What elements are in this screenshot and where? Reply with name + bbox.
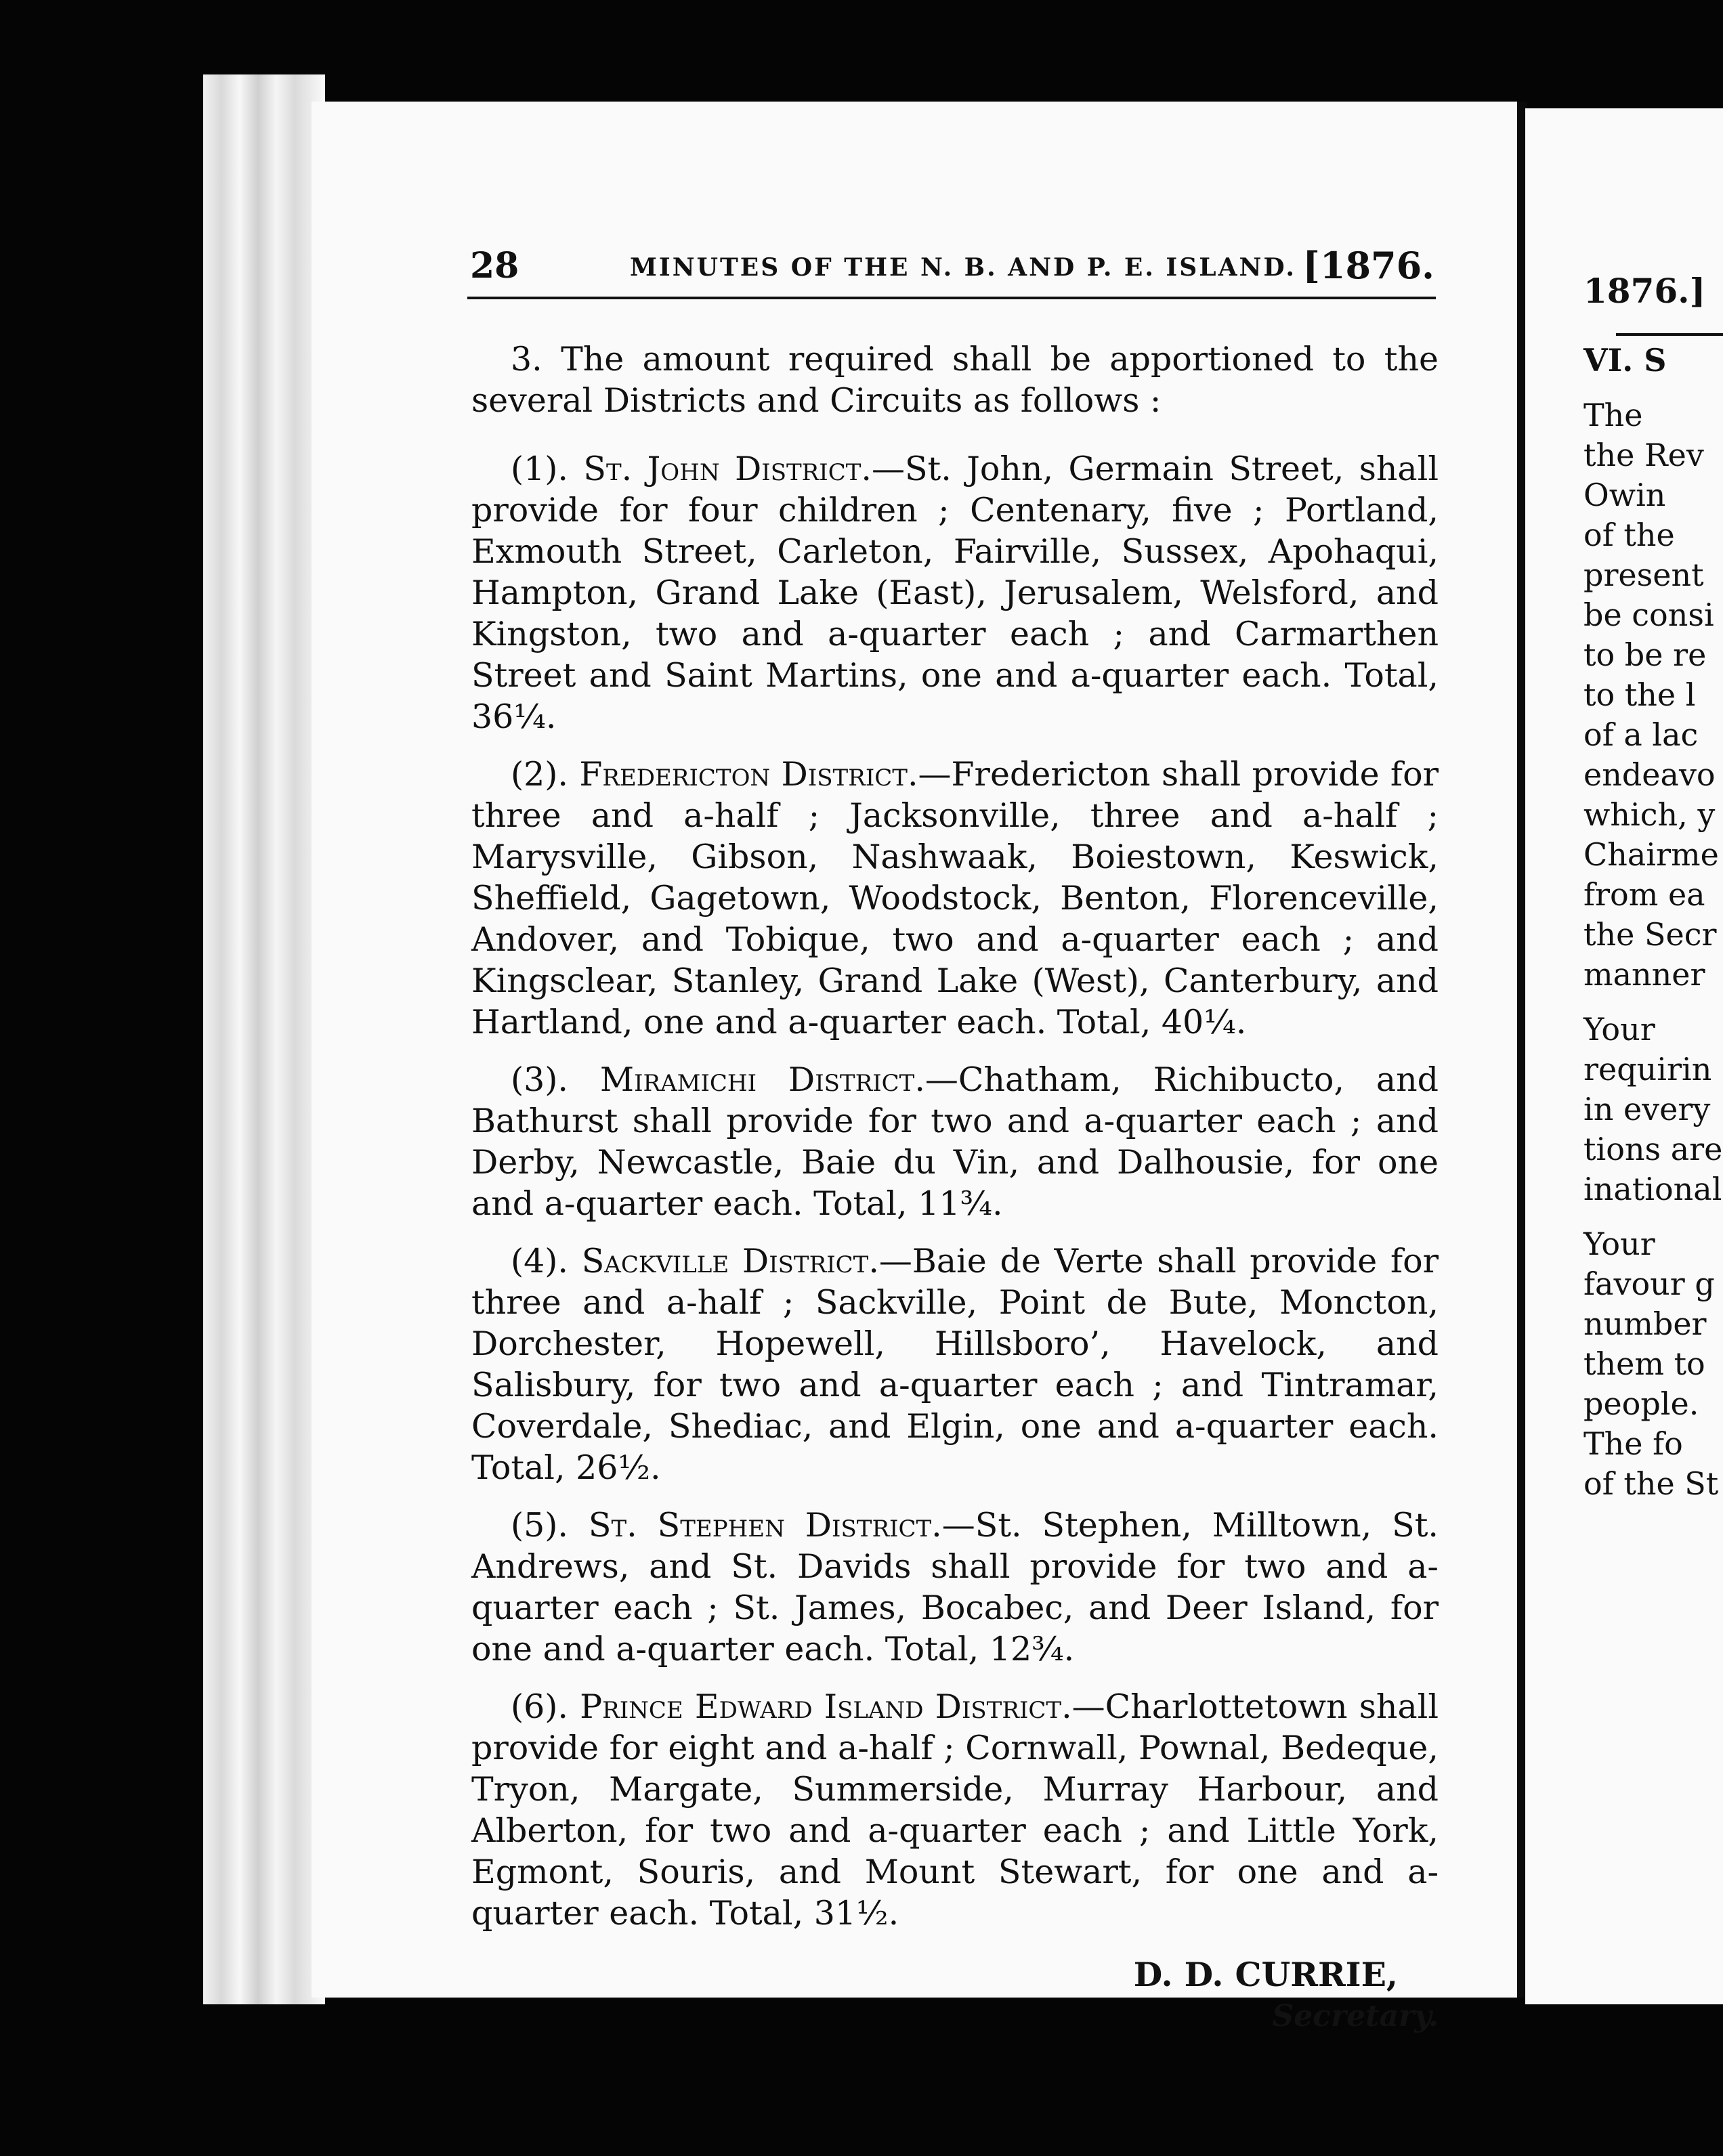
district-paragraph [471,754,1439,1043]
facing-page-text [1583,271,1722,1504]
facing-line: Your [1583,1226,1655,1262]
district-name: Miramichi District. [599,1060,925,1099]
facing-line: people. [1583,1385,1699,1422]
district-number: (5). [511,1506,568,1545]
signature-block [471,1954,1439,2037]
facing-line: Your [1583,1011,1655,1048]
intro-paragraph: 3. The amount required shall be apportioned to the several Districts and Circuits as follows : [471,340,1439,420]
district-name: Fredericton District. [579,755,918,794]
facing-line: which, y [1583,796,1716,833]
header-year: [1876. [1302,244,1434,287]
page-header [467,242,1436,299]
district-paragraph [471,1241,1439,1488]
facing-line: The [1583,397,1643,433]
district-name: Sackville District. [581,1242,879,1280]
district-number: (6). [511,1687,568,1726]
facing-line: Chairme [1583,836,1719,873]
district-paragraph [471,1059,1439,1224]
district-name: St. John District. [583,450,872,488]
facing-line: endeavo [1583,756,1716,793]
facing-line: The fo [1583,1425,1683,1462]
district-number: (4). [511,1242,568,1280]
facing-line: Owin [1583,477,1666,513]
page-number: 28 [470,245,519,286]
district-text: —St. Stephen, Milltown, St. Andrews, and St. Davids shall provide for two and a-quarter each ; St. James, Bocabec, and Deer Island, for one and a-quarter each. Total, 12¾. [471,1506,1439,1668]
signatory-title: Secretary. [1272,1999,1439,2033]
district-name: Prince Edward Island District. [580,1687,1072,1726]
facing-line: number [1583,1306,1707,1342]
page-edges [203,74,325,2004]
facing-line: manner [1583,956,1705,993]
facing-line: to the l [1583,676,1696,713]
facing-line: to be re [1583,637,1707,673]
district-name: St. Stephen District. [588,1506,942,1545]
district-text: —Chatham, Richibucto, and Bathurst shall provide for two and a-quarter each ; and Derby, Newcastle, Baie du Vin, and Dalhousie, for one and a-quarter each. Total, 11¾. [471,1060,1439,1223]
facing-line: requirin [1583,1051,1712,1087]
facing-line: favour g [1583,1266,1715,1302]
district-number: (2). [511,755,568,794]
facing-line: inational [1583,1171,1722,1207]
facing-line: in every [1583,1091,1711,1127]
facing-line: of the [1583,517,1675,553]
facing-line: them to [1583,1345,1705,1382]
district-paragraph [471,448,1439,737]
facing-line: the Secr [1583,916,1717,953]
district-number: (1). [511,450,568,488]
signatory-name: D. D. CURRIE, [1133,1955,1398,1994]
facing-line: tions are [1583,1131,1723,1167]
facing-line: of a lac [1583,716,1699,753]
facing-line: of the St [1583,1465,1719,1502]
district-text: —Charlottetown shall provide for eight and a-half ; Cornwall, Pownal, Bedeque, Tryon, Margate, Summerside, Murray Harbour, and Alberton, for two and a-quarter each ; and Little York, Egmont, Souris, and Mount Stewart, for one and a-quarter each. Total, 31½. [471,1687,1439,1933]
body-text [471,339,1439,2037]
district-text: —Baie de Verte shall provide for three and a-half ; Sackville, Point de Bute, Moncton, Dorchester, Hopewell, Hillsboro’, Havelock, and Salisbury, for two and a-quarter each ; and Tintramar, Coverdale, Shediac, and Elgin, one and a-quarter each. Total, 26½. [471,1242,1439,1487]
district-text: —Fredericton shall provide for three and a-half ; Jacksonville, three and a-half ; Marysville, Gibson, Nashwaak, Boiestown, Keswick, Sheffield, Gagetown, Woodstock, Benton, Florenceville, Andover, and Tobique, two and a-quarter each ; and Kingsclear, Stanley, Grand Lake (West), Canterbury, and Hartland, one and a-quarter each. Total, 40¼. [471,755,1439,1041]
facing-line: VI. S [1583,342,1667,379]
district-text: —St. John, Germain Street, shall provide for four children ; Centenary, five ; Portland, Exmouth Street, Carleton, Fairville, Sussex, Apohaqui, Hampton, Grand Lake (East), Jerusalem, Welsford, and Kingston, two and a-quarter each ; and Carmarthen Street and Saint Martins, one and a-quarter each. Total, 36¼. [471,450,1439,736]
facing-year: 1876.] [1583,271,1706,311]
running-title: MINUTES OF THE N. B. AND P. E. ISLAND. [630,253,1296,282]
facing-line: from ea [1583,876,1705,913]
district-paragraph [471,1686,1439,1934]
facing-line: the Rev [1583,437,1704,473]
facing-line: be consi [1583,597,1714,633]
district-paragraph [471,1505,1439,1670]
district-number: (3). [511,1060,568,1099]
facing-line: present [1583,557,1704,593]
